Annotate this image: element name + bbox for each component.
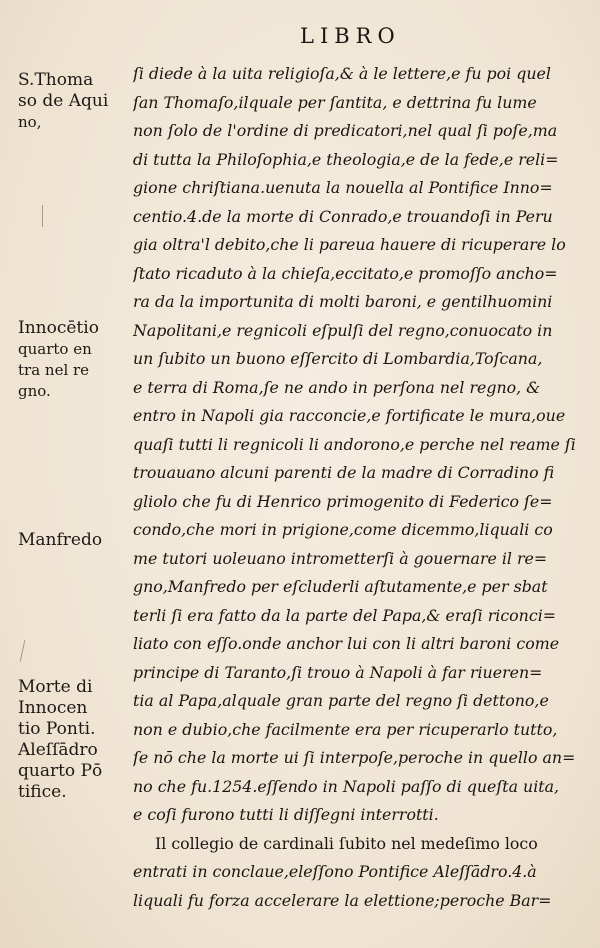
text-line: entro in Napoli gia racconcie,e fortificate le mura,oue xyxy=(133,406,566,425)
text-line: Il collegio de cardinali ſubito nel medeſimo loco xyxy=(155,833,538,853)
text-line: liato con eſſo.onde anchor lui con li altri baroni come xyxy=(133,634,560,653)
margin-note-line: Morte di xyxy=(18,677,93,697)
margin-note-line: quarto Pō xyxy=(18,761,103,781)
ink-mark xyxy=(20,640,26,662)
header-title: LIBRO xyxy=(300,24,401,48)
text-line: non e dubio,che facilmente era per ricuperarlo tutto, xyxy=(133,719,558,739)
text-line: principe di Taranto,ſi trouo à Napoli à far riueren= xyxy=(133,662,543,682)
text-line: ra da la importunita di molti baroni, e gentilhuomini xyxy=(133,292,553,311)
main-text-block xyxy=(133,60,578,915)
text-line: liquali fu forza accelerare la elettione;peroche Bar= xyxy=(133,890,552,910)
text-line: un ſubito un buono eſſercito di Lombardia,Toſcana, xyxy=(133,349,543,368)
text-line: gia oltra'l debito,che li pareua hauere di ricuperare lo xyxy=(133,235,566,254)
text-line: centio.4.de la morte di Conrado,e trouandoſi in Peru xyxy=(133,206,553,226)
text-line: quaſi tutti li regnicoli li andorono,e perche nel reame ſi xyxy=(133,434,576,454)
text-line: ſtato ricaduto à la chieſa,eccitato,e promoſſo ancho= xyxy=(133,263,558,283)
margin-note-line: quarto en xyxy=(18,340,92,358)
text-line: trouauano alcuni parenti de la madre di Corradino fi xyxy=(133,463,555,482)
text-line: e terra di Roma,ſe ne ando in perſona nel regno, & xyxy=(133,377,541,397)
text-line: Napolitani,e regnicoli eſpulſi del regno,conuocato in xyxy=(133,320,553,340)
margin-note-line: S.Thoma xyxy=(18,70,94,90)
text-line: ſan Thomaſo,ilquale per ſantita, e dettrina fu lume xyxy=(133,92,537,112)
margin-note-line: tio Ponti. xyxy=(18,719,96,739)
margin-note-line: Innocen xyxy=(18,698,88,718)
margin-note-line: Innocētio xyxy=(18,318,99,338)
text-line: ſe nō che la morte ui ſi interpoſe,peroche in quello an= xyxy=(133,748,576,767)
text-line: terli ſi era fatto da la parte del Papa,& eraſi riconci= xyxy=(133,605,556,625)
margin-note-line: no, xyxy=(18,113,42,131)
margin-note-san-tommaso xyxy=(18,70,130,133)
margin-note-innocenzo xyxy=(18,318,130,402)
margin-note-morte-innocenzo xyxy=(18,677,130,803)
running-header xyxy=(0,24,600,54)
text-line: di tutta la Philoſophia,e theologia,e de la fede,e reli= xyxy=(133,149,559,169)
margin-note-line: tifice. xyxy=(18,782,67,802)
text-line: gno,Manfredo per eſcluderli aſtutamente,e per sbat xyxy=(133,577,548,596)
margin-note-line: Manfredo xyxy=(18,530,103,550)
text-line: tia al Papa,alquale gran parte del regno ſi dettono,e xyxy=(133,691,549,710)
text-line: me tutori uoleuano intrometterſi à gouernare il re= xyxy=(133,548,548,568)
margin-note-line: Aleſſādro xyxy=(18,740,98,760)
margin-note-line: gno. xyxy=(18,382,51,400)
margin-note-line: tra nel re xyxy=(18,361,90,379)
text-line: gliolo che fu di Henrico primogenito di Federico ſe= xyxy=(133,491,553,511)
text-line: e coſi furono tutti li diſſegni interrotti. xyxy=(133,805,439,824)
margin-note-line: so de Aqui xyxy=(18,91,109,111)
margin-note-manfredo xyxy=(18,530,130,551)
text-line: no che fu.1254.eſſendo in Napoli paſſo di queſta uita, xyxy=(133,776,560,796)
text-line: ſi diede à la uita religioſa,& à le lettere,e fu poi quel xyxy=(133,64,551,83)
text-line: non ſolo de l'ordine di predicatori,nel qual ſi poſe,ma xyxy=(133,121,558,140)
text-line: entrati in conclaue,eleſſono Pontifice Aleſſādro.4.à xyxy=(133,862,537,881)
text-line: condo,che mori in prigione,come dicemmo,liquali co xyxy=(133,520,553,539)
ink-mark xyxy=(42,205,43,227)
text-line: gione chriſtiana.uenuta la nouella al Pontifice Inno= xyxy=(133,178,553,197)
